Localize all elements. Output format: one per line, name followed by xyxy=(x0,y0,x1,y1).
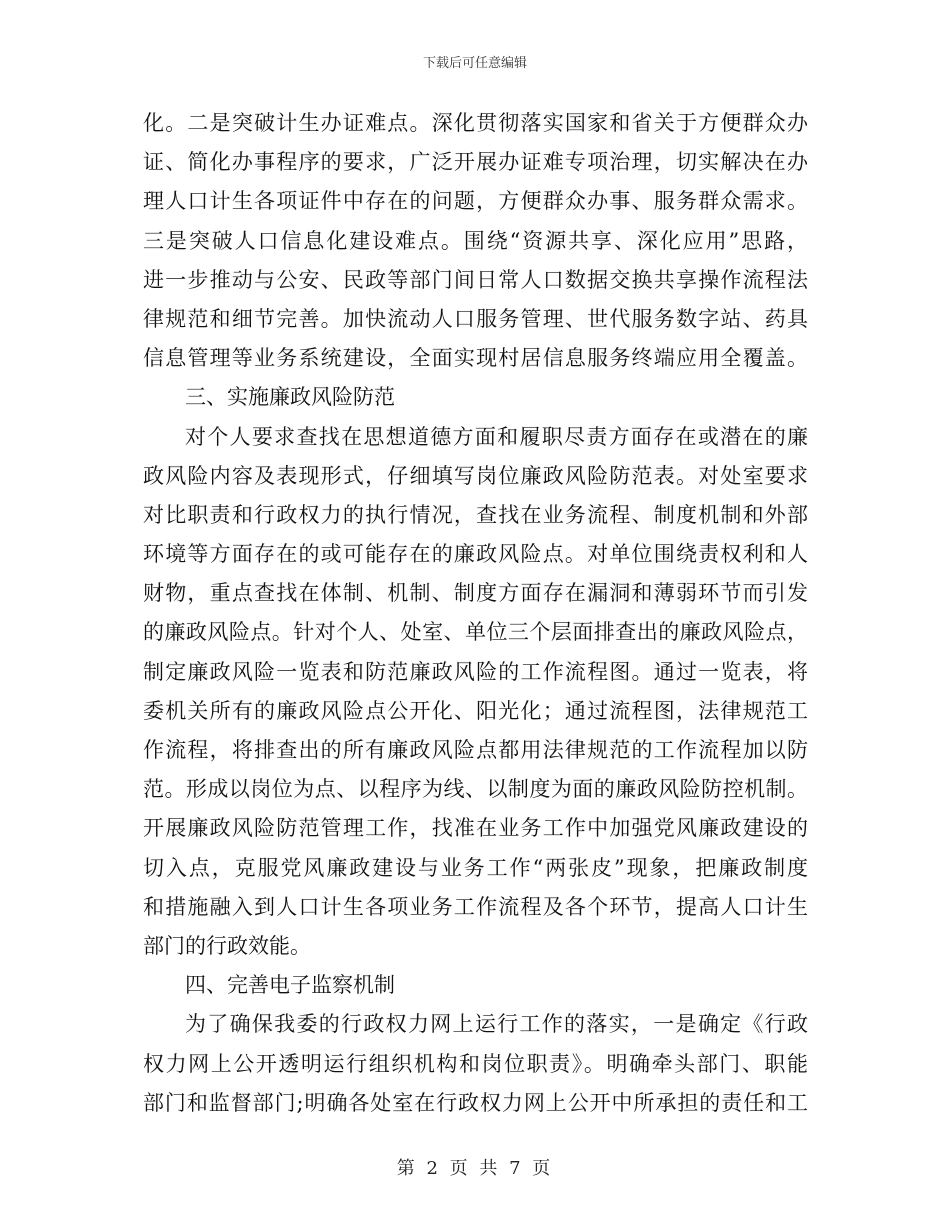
body-line: 律规范和细节完善。加快流动人口服务管理、世代服务数字站、药具 xyxy=(143,306,808,331)
body-line: 切入点，克服党风廉政建设与业务工作“两张皮”现象，把廉政制度 xyxy=(143,855,808,880)
body-line: 作流程，将排查出的所有廉政风险点都用法律规范的工作流程加以防 xyxy=(143,738,808,762)
body-line: 信息管理等业务系统建设，全面实现村居信息服务终端应用全覆盖。 xyxy=(143,346,808,371)
body-line: 部门和监督部门;明确各处室在行政权力网上公开中所承担的责任和工 xyxy=(143,1090,808,1115)
body-line: 范。形成以岗位为点、以程序为线、以制度为面的廉政风险防控机制。 xyxy=(143,777,808,802)
body-line: 对个人要求查找在思想道德方面和履职尽责方面存在或潜在的廉 xyxy=(185,424,808,449)
body-line: 环境等方面存在的或可能存在的廉政风险点。对单位围绕责权利和人 xyxy=(143,542,808,567)
body-line: 化。二是突破计生办证难点。深化贯彻落实国家和省关于方便群众办 xyxy=(143,111,808,135)
body-line: 和措施融入到人口计生各项业务工作流程及各个环节，提高人口计生 xyxy=(143,894,808,919)
body-line: 进一步推动与公安、民政等部门间日常人口数据交换共享操作流程法 xyxy=(143,267,808,292)
body-line: 权力网上公开透明运行组织机构和岗位职责》。明确牵头部门、职能 xyxy=(143,1051,808,1076)
page-number-footer: 第 2 页 共 7 页 xyxy=(396,1158,554,1179)
section-heading: 四、完善电子监察机制 xyxy=(185,973,395,998)
page-header: 下载后可任意编辑 xyxy=(422,56,527,71)
body-line: 三是突破人口信息化建设难点。围绕“资源共享、深化应用”思路， xyxy=(143,228,808,253)
body-line: 部门的行政效能。 xyxy=(143,933,311,958)
body-line: 财物，重点查找在体制、机制、制度方面存在漏洞和薄弱环节而引发 xyxy=(143,581,808,606)
body-line: 开展廉政风险防范管理工作，找准在业务工作中加强党风廉政建设的 xyxy=(143,816,808,841)
body-line: 为了确保我委的行政权力网上运行工作的落实，一是确定《行政 xyxy=(185,1012,808,1037)
body-line: 的廉政风险点。针对个人、处室、单位三个层面排查出的廉政风险点， xyxy=(143,620,808,645)
body-line: 证、简化办事程序的要求，广泛开展办证难专项治理，切实解决在办 xyxy=(143,150,808,175)
body-line: 对比职责和行政权力的执行情况，查找在业务流程、制度机制和外部 xyxy=(143,502,808,527)
body-line: 政风险内容及表现形式，仔细填写岗位廉政风险防范表。对处室要求 xyxy=(143,463,808,488)
body-line: 制定廉政风险一览表和防范廉政风险的工作流程图。通过一览表，将 xyxy=(143,659,808,684)
body-line: 理人口计生各项证件中存在的问题，方便群众办事、服务群众需求。 xyxy=(143,189,808,214)
body-line: 委机关所有的廉政风险点公开化、阳光化；通过流程图，法律规范工 xyxy=(143,698,808,723)
section-heading: 三、实施廉政风险防范 xyxy=(185,385,395,410)
document-body xyxy=(143,104,808,1123)
